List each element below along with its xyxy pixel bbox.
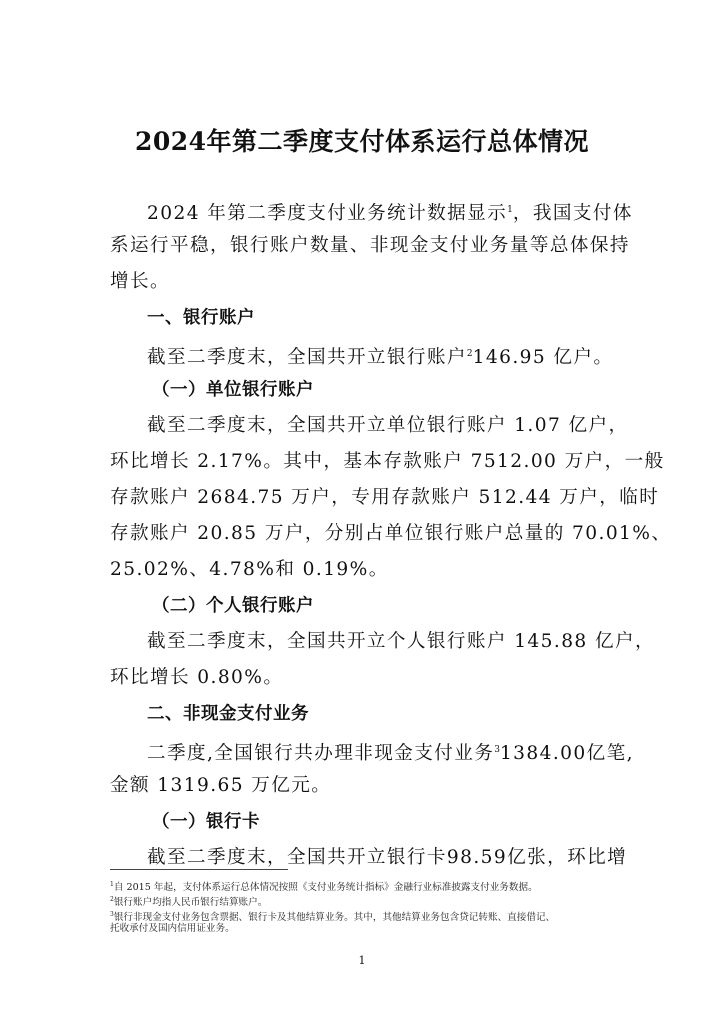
section-1-1-line-5: 25.02%、4.78%和 0.19%。 <box>110 559 389 580</box>
page-title: 2024年第二季度支付体系运行总体情况 <box>134 127 590 156</box>
intro-line-2: 系运行平稳，银行账户数量、非现金支付业务量等总体保持 <box>110 235 630 256</box>
footnote-text: 银行账户均指人民币银行结算账户。 <box>113 897 268 908</box>
section-1-2-line-1: 截至二季度末，全国共开立个人银行账户 145.88 亿户， <box>147 631 655 652</box>
intro-text: ，我国支付体 <box>512 203 633 224</box>
section-2-line-2: 金额 1319.65 万亿元。 <box>110 775 332 796</box>
footnote-number: 2 <box>110 896 114 903</box>
footnote-ref-2: 2 <box>466 349 473 359</box>
footnote-ref-1: 1 <box>507 205 513 215</box>
footnote-divider <box>110 869 288 870</box>
intro-line-3: 增长。 <box>110 271 170 292</box>
section-2-line-1 <box>147 732 634 768</box>
intro-line-1 <box>147 192 633 228</box>
footnote-number: 1 <box>110 881 114 888</box>
section-1-2-heading: （二）个人银行账户 <box>152 596 314 616</box>
paragraph-text: 1384.00亿笔, <box>499 743 634 764</box>
section-1-1-line-1: 截至二季度末，全国共开立单位银行账户 1.07 亿户， <box>147 415 629 436</box>
section-2-1-line-1: 截至二季度末，全国共开立银行卡98.59亿张，环比增 <box>147 847 628 868</box>
section-1-paragraph <box>147 336 616 372</box>
footnote-text: 银行非现金支付业务包含票据、银行卡及其他结算业务。其中，其他结算业务包含贷记转账、直接借记、 <box>113 912 556 923</box>
section-1-1-line-3: 存款账户 2684.75 万户，专用存款账户 512.44 万户，临时 <box>110 487 660 508</box>
page-number: 1 <box>358 954 366 967</box>
section-1-1-line-2: 环比增长 2.17%。其中，基本存款账户 7512.00 万户，一般 <box>110 451 665 472</box>
section-1-2-line-2: 环比增长 0.80%。 <box>110 667 284 688</box>
footnote-ref-3: 3 <box>494 745 500 755</box>
section-1-1-line-4: 存款账户 20.85 万户，分别占单位银行账户总量的 70.01%、 <box>110 523 672 544</box>
paragraph-text: 146.95 亿户。 <box>472 347 614 368</box>
paragraph-text: 截至二季度末，全国共开立银行账户 <box>147 347 467 368</box>
section-1-heading: 一、银行账户 <box>147 308 255 328</box>
footnote-3-continued: 托收承付及国内信用证业务。 <box>110 923 235 934</box>
paragraph-text: 二季度,全国银行共办理非现金支付业务 <box>147 743 495 764</box>
intro-text: 2024 年第二季度支付业务统计数据显示 <box>147 203 508 224</box>
section-1-1-heading: （一）单位银行账户 <box>152 380 314 400</box>
footnote-number: 3 <box>110 911 114 918</box>
section-2-1-heading: （一）银行卡 <box>152 812 260 832</box>
footnote-text: 自 2015 年起，支付体系运行总体情况按照《支付业务统计指标》金融行业标准披露支付业务数据。 <box>113 882 538 893</box>
section-2-heading: 二、非现金支付业务 <box>147 704 309 724</box>
